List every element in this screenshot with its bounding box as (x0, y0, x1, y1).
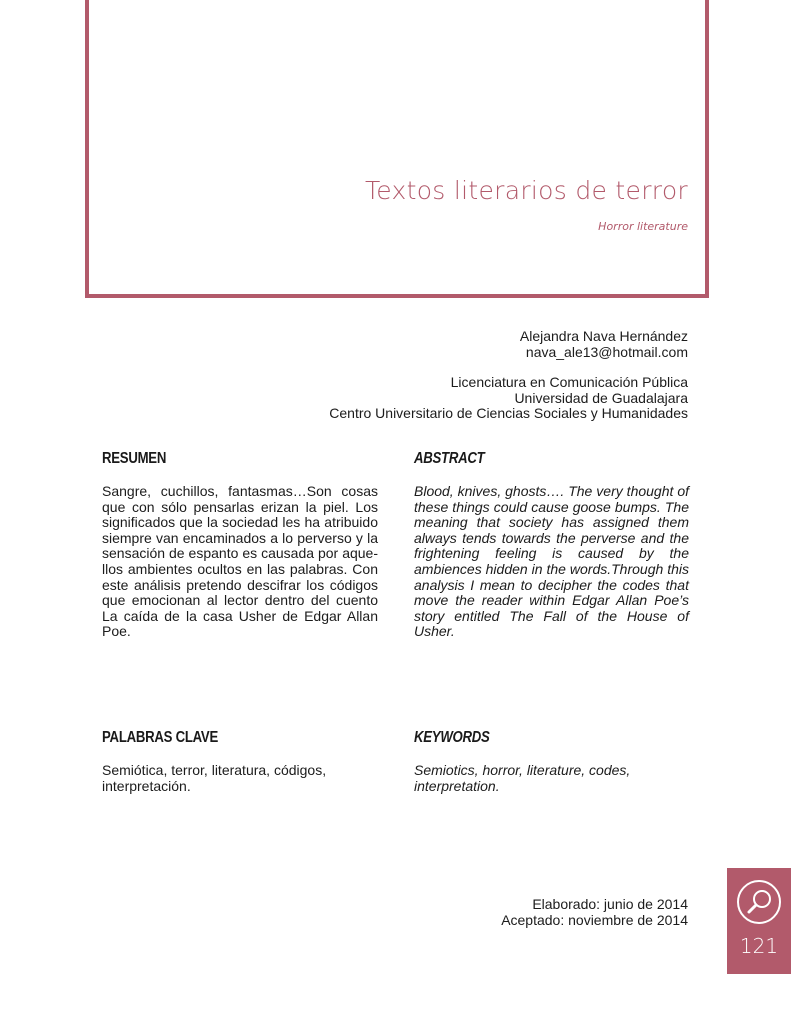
author-email: nava_ale13@hotmail.com (525, 344, 688, 360)
abstract-heading: ABSTRACT (414, 450, 485, 467)
magnifier-icon (735, 878, 783, 926)
page-number: 121 (739, 934, 779, 958)
title-frame (85, 0, 709, 298)
resumen-heading: RESUMEN (102, 450, 167, 467)
palabras-clave-text: Semiótica, terror, literatura, códigos, interpretación. (102, 762, 327, 794)
page-tab (727, 868, 791, 974)
resumen-text: Sangre, cuchillos, fantasmas…Son cosas que con sólo pensarlas erizan la piel. Los significados que la sociedad les ha atribuido siempre van encaminados a lo perverso y la sensación de espanto es causada por aque-llos ambientes ocultos en las palabras. Con este análisis pretendo descifrar los códigos que emocionan al lector dentro del cuento La caída de la casa Usher de Edgar Allan Poe. (102, 483, 378, 640)
keywords-text: Semiotics, horror, literature, codes, interpretation. (414, 762, 631, 794)
date-aceptado: Aceptado: noviembre de 2014 (501, 912, 688, 928)
affiliation-program: Licenciatura en Comunicación Pública (450, 374, 688, 390)
affiliation-university: Universidad de Guadalajara (514, 389, 688, 406)
author-block (520, 328, 688, 360)
author-name: Alejandra Nava Hernández (519, 328, 688, 344)
article-title: Textos literarios de terror (364, 176, 688, 205)
dates-block (501, 896, 688, 928)
palabras-clave-heading: PALABRAS CLAVE (102, 729, 218, 746)
date-elaborado: Elaborado: junio de 2014 (532, 896, 688, 912)
affiliation-block (329, 375, 688, 422)
article-subtitle: Horror literature (598, 220, 688, 233)
abstract-text: Blood, knives, ghosts…. The very thought of these things could cause goose bumps. The meaning that society has assigned them always tends towards the perverse and the frightening feeling is caused by the ambiences hidden in the words.Through this analysis I mean to decipher the codes that move the reader within Edgar Allan Poe’s story entitled The Fall of the House of Usher. (414, 483, 689, 640)
affiliation-center: Centro Universitario de Ciencias Sociales y Humanidades (329, 405, 688, 421)
keywords-heading: KEYWORDS (414, 729, 490, 746)
